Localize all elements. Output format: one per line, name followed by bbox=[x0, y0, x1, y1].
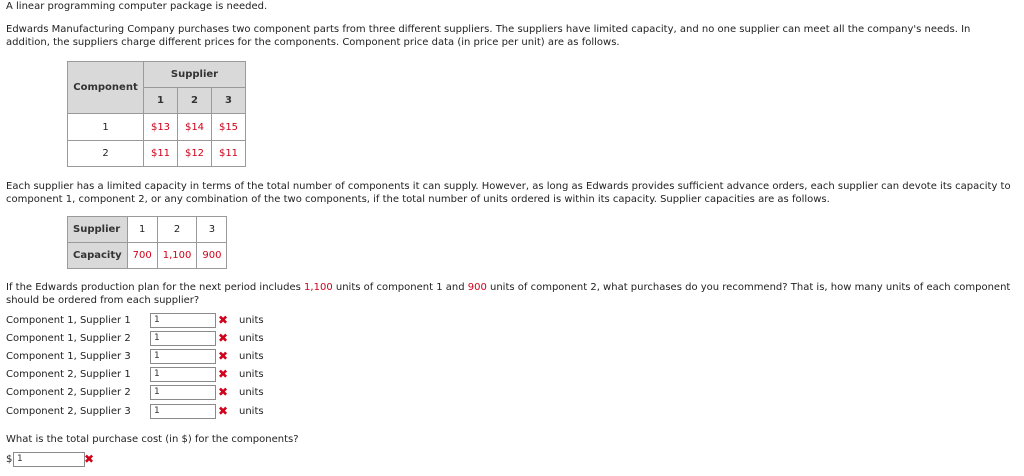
answer-input[interactable] bbox=[150, 385, 216, 400]
supplier-header: Supplier bbox=[144, 62, 246, 88]
answer-label: Component 1, Supplier 1 bbox=[6, 315, 131, 326]
currency-symbol: $ bbox=[6, 454, 13, 465]
x-mark-icon: ✖ bbox=[218, 313, 229, 327]
question-part-b: units of component 1 and bbox=[332, 282, 468, 293]
units-component2: 900 bbox=[467, 282, 487, 293]
unit-label: units bbox=[239, 387, 264, 398]
component-cell: 2 bbox=[68, 141, 144, 167]
answer-input[interactable] bbox=[150, 367, 216, 382]
x-mark-icon: ✖ bbox=[218, 385, 229, 399]
x-mark-icon: ✖ bbox=[218, 367, 229, 381]
capacity-cell: 700 bbox=[127, 243, 157, 269]
table-row bbox=[68, 243, 227, 269]
x-mark-icon: ✖ bbox=[218, 404, 229, 418]
table-row bbox=[68, 141, 246, 167]
answer-label: Component 1, Supplier 2 bbox=[6, 333, 131, 344]
units-component1: 1,100 bbox=[304, 282, 333, 293]
component-header: Component bbox=[68, 62, 144, 114]
supplier-col-3: 3 bbox=[212, 88, 246, 114]
capacity-cell: 900 bbox=[197, 243, 227, 269]
capacity-text-line1: Each supplier has a limited capacity in terms of the total number of components it can supply. However, as long as Edwards provides sufficient advance orders, each supplier can devote its capacity to bbox=[6, 181, 1011, 192]
intro-text: A linear programming computer package is needed. bbox=[6, 1, 268, 12]
supplier-col-2: 2 bbox=[178, 88, 212, 114]
price-table bbox=[67, 61, 246, 167]
problem-text-line1: Edwards Manufacturing Company purchases two component parts from three different suppliers. The suppliers have limited capacity, and no one supplier can meet all the company's needs. In bbox=[6, 24, 971, 35]
cost-question: What is the total purchase cost (in $) for the components? bbox=[6, 434, 299, 445]
table-row bbox=[68, 217, 227, 243]
problem-text-line2: addition, the suppliers charge different prices for the components. Component price data (in price per unit) are as follows. bbox=[6, 37, 620, 48]
supplier-number: 1 bbox=[127, 217, 157, 243]
unit-label: units bbox=[239, 315, 264, 326]
price-cell: $13 bbox=[144, 114, 178, 141]
answer-input[interactable] bbox=[150, 313, 216, 328]
price-cell: $11 bbox=[212, 141, 246, 167]
price-cell: $11 bbox=[144, 141, 178, 167]
capacity-text-line2: component 1, component 2, or any combination of the two components, if the total number of units ordered is within its capacity. Supplier capacities are as follows. bbox=[6, 194, 830, 205]
supplier-number: 3 bbox=[197, 217, 227, 243]
price-cell: $15 bbox=[212, 114, 246, 141]
capacity-cell: 1,100 bbox=[157, 243, 197, 269]
question-part-c: units of component 2, what purchases do you recommend? That is, how many units of each component bbox=[486, 282, 1011, 293]
unit-label: units bbox=[239, 369, 264, 380]
price-cell: $12 bbox=[178, 141, 212, 167]
unit-label: units bbox=[239, 351, 264, 362]
x-mark-icon: ✖ bbox=[218, 331, 229, 345]
capacity-row-label: Capacity bbox=[68, 243, 128, 269]
supplier-number: 2 bbox=[157, 217, 197, 243]
x-mark-icon: ✖ bbox=[84, 452, 95, 466]
supplier-row-label: Supplier bbox=[68, 217, 128, 243]
question-text-line2: should be ordered from each supplier? bbox=[6, 295, 200, 306]
answer-label: Component 2, Supplier 1 bbox=[6, 369, 131, 380]
supplier-col-1: 1 bbox=[144, 88, 178, 114]
answer-label: Component 2, Supplier 3 bbox=[6, 406, 131, 417]
table-row bbox=[68, 114, 246, 141]
answer-input[interactable] bbox=[150, 331, 216, 346]
answer-label: Component 1, Supplier 3 bbox=[6, 351, 131, 362]
question-text-line1 bbox=[6, 281, 1010, 294]
capacity-table bbox=[67, 216, 227, 269]
question-part-a: If the Edwards production plan for the next period includes bbox=[6, 282, 305, 293]
answer-input[interactable] bbox=[150, 404, 216, 419]
unit-label: units bbox=[239, 406, 264, 417]
answer-label: Component 2, Supplier 2 bbox=[6, 387, 131, 398]
unit-label: units bbox=[239, 333, 264, 344]
cost-input[interactable] bbox=[13, 452, 85, 467]
price-cell: $14 bbox=[178, 114, 212, 141]
x-mark-icon: ✖ bbox=[218, 349, 229, 363]
answer-input[interactable] bbox=[150, 349, 216, 364]
component-cell: 1 bbox=[68, 114, 144, 141]
